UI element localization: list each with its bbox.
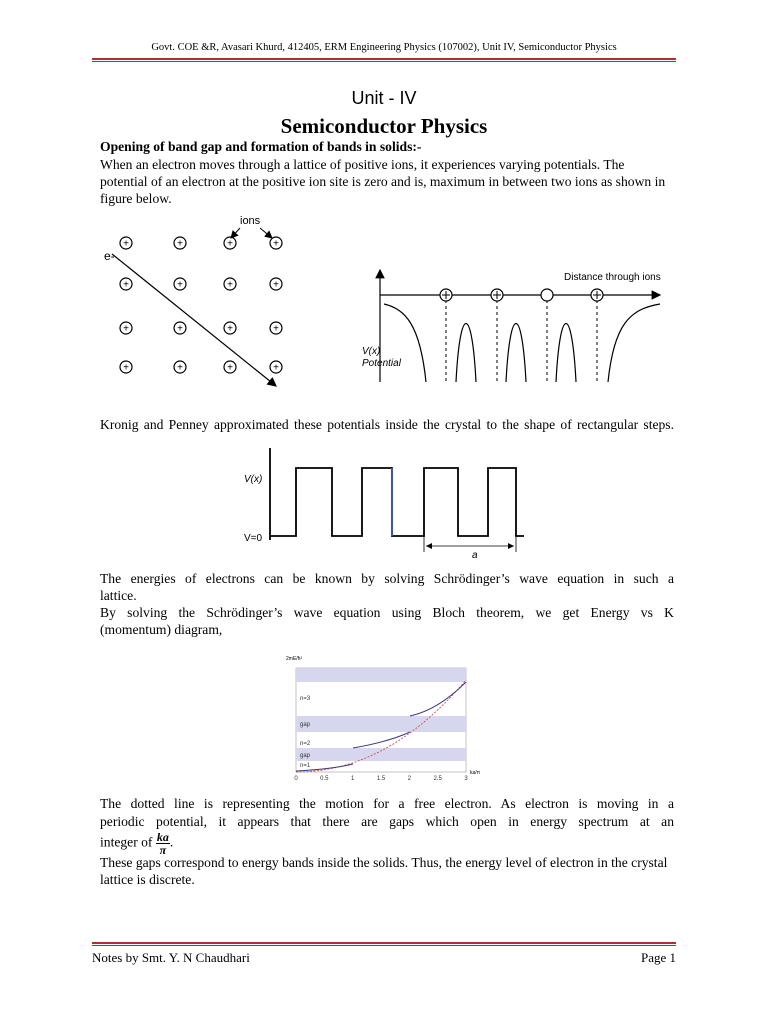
ion-symbol: + <box>123 238 129 250</box>
figure-ion-lattice <box>100 208 300 394</box>
ion-symbol: + <box>273 238 279 250</box>
footer-rule <box>92 942 676 944</box>
band-label-n2: n=2 <box>300 741 311 747</box>
ion <box>120 361 132 374</box>
ion-symbol: + <box>227 279 233 291</box>
electron-label: e- <box>104 249 115 263</box>
ion-symbol: + <box>227 323 233 335</box>
vx-label: V(x) <box>362 346 381 357</box>
band-label-gap1: gap <box>300 753 311 759</box>
ion-symbol: + <box>177 238 183 250</box>
x-tick-label: 2 <box>407 776 412 782</box>
ion-symbol: + <box>273 323 279 335</box>
fraction-denominator: π <box>159 843 167 857</box>
ions-label: ions <box>240 215 261 227</box>
x-axis-ticks <box>294 776 468 782</box>
ion <box>270 237 282 250</box>
band-gap-1 <box>296 748 466 761</box>
ion <box>120 322 132 335</box>
ion <box>270 361 282 374</box>
ion-symbol: + <box>177 362 183 374</box>
paragraph-energies-line2: lattice. <box>100 588 137 603</box>
sentence-period: . <box>169 834 174 850</box>
figure-kronig-penney <box>240 448 530 558</box>
band-label-gap2: gap <box>300 722 311 728</box>
ion-symbol: + <box>227 362 233 374</box>
figure-potential-curve <box>360 264 670 384</box>
ion <box>224 322 236 335</box>
paragraph-intro: When an electron moves through a lattice of positive ions, it experiences varying potentials. The potential of an electron at the positive ion site is zero and is, maximum in between two ions as shown in figure below. <box>100 157 666 206</box>
distance-label: Distance through ions <box>564 272 661 283</box>
ion-symbol: + <box>123 323 129 335</box>
footer-author: Notes by Smt. Y. N Chaudhari <box>92 950 250 965</box>
paragraph-dotted-line2: periodic potential, it appears that there are gaps which open in energy spectrum at an <box>100 814 674 829</box>
paragraph-energies-line1: The energies of electrons can be known by solving Schrödinger’s wave equation in such a <box>100 571 674 586</box>
x-tick-label: 1.5 <box>376 776 386 782</box>
figure-energy-band-diagram <box>278 650 490 782</box>
ion-symbol: + <box>273 362 279 374</box>
page-title: Semiconductor Physics <box>280 114 488 138</box>
paragraph-dotted-line1: The dotted line is representing the motion for a free electron. As electron is moving in a <box>100 796 674 811</box>
ion-symbol: + <box>177 279 183 291</box>
x-tick-label: 0 <box>294 776 298 782</box>
footer-rule-thin <box>92 945 676 946</box>
ion <box>224 278 236 291</box>
page-header: Govt. COE &R, Avasari Khurd, 412405, ERM Engineering Physics (107002), Unit IV, Semiconductor Physics <box>151 42 617 53</box>
x-tick-label: 0.5 <box>320 776 329 782</box>
section-heading: Opening of band gap and formation of bands in solids:- <box>100 139 422 154</box>
ion-grid <box>120 237 282 374</box>
header-rule <box>92 58 676 60</box>
ion <box>174 237 186 250</box>
paragraph-bloch-line1: By solving the Schrödinger’s wave equation using Bloch theorem, we get Energy vs K <box>100 605 674 620</box>
kp-vx-label: V(x) <box>244 474 263 485</box>
fraction-numerator: ka <box>156 830 169 844</box>
ion <box>270 322 282 335</box>
ion <box>174 361 186 374</box>
header-rule-thin <box>92 61 676 62</box>
x-tick-label: 2.5 <box>433 776 442 782</box>
footer-page-number: Page 1 <box>640 950 676 965</box>
ion <box>224 361 236 374</box>
ka-over-pi-fraction <box>156 831 170 856</box>
paragraph-kronig-penney: Kronig and Penney approximated these potentials inside the crystal to the shape of rectangular steps. <box>100 417 674 432</box>
ion <box>270 278 282 291</box>
ion-symbol: + <box>123 279 129 291</box>
ion <box>174 322 186 335</box>
ion <box>224 237 236 250</box>
ek-x-label: ka/π <box>470 770 481 776</box>
potential-label: Potential <box>362 358 401 369</box>
paragraph-bloch-line2: (momentum) diagram, <box>100 622 223 637</box>
band-gap-2 <box>296 716 466 732</box>
ion <box>120 237 132 250</box>
paragraph-dotted-line3 <box>100 831 674 856</box>
ion <box>120 278 132 291</box>
kp-v0-label: V=0 <box>244 533 263 544</box>
integer-of-text: integer of <box>100 834 153 850</box>
ion-symbol: + <box>273 279 279 291</box>
ion-symbol: + <box>123 362 129 374</box>
ek-y-label: 2mE/ħ² <box>286 656 303 662</box>
band-gap-3 <box>296 668 466 682</box>
x-tick-label: 1 <box>350 776 355 782</box>
x-tick-label: 3 <box>464 776 468 782</box>
unit-heading: Unit - IV <box>351 88 417 108</box>
ion-symbol: + <box>177 323 183 335</box>
kp-a-label: a <box>472 550 478 558</box>
band-label-n1: n=1 <box>300 763 311 769</box>
paragraph-gaps: These gaps correspond to energy bands inside the solids. Thus, the energy level of electron in the crystal lattice is discrete. <box>100 855 668 887</box>
ion-symbol: + <box>227 238 233 250</box>
band-label-n3: n=3 <box>300 696 311 702</box>
ion <box>174 278 186 291</box>
